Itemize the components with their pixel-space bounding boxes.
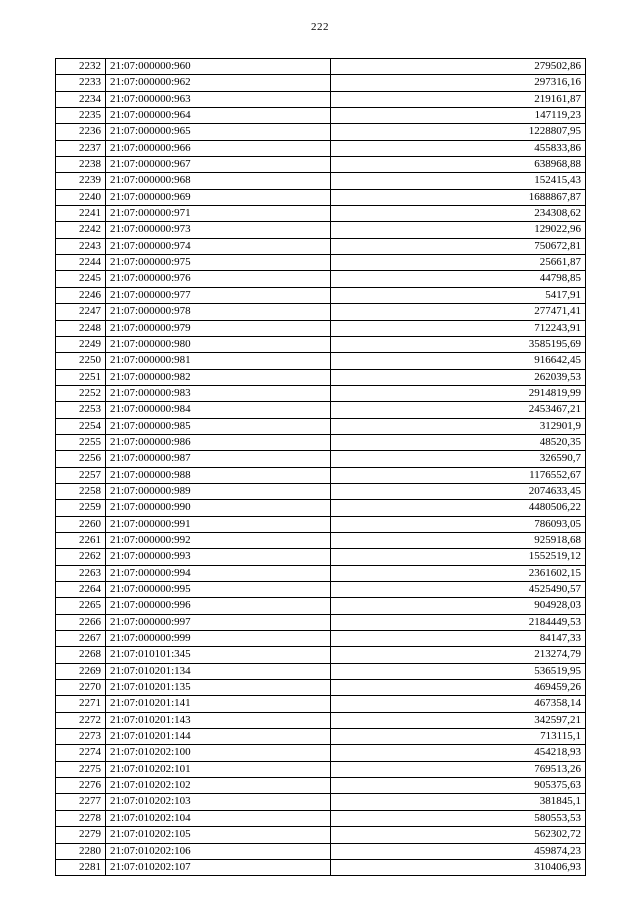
- value-cell: 152415,43: [331, 173, 586, 189]
- row-number-cell: 2266: [56, 614, 106, 630]
- cadastral-code-cell: 21:07:000000:963: [106, 91, 331, 107]
- cadastral-code-cell: 21:07:000000:960: [106, 59, 331, 75]
- page-number: 222: [311, 21, 329, 33]
- value-cell: 219161,87: [331, 91, 586, 107]
- value-cell: 297316,16: [331, 75, 586, 91]
- value-cell: 638968,88: [331, 157, 586, 173]
- table-row: [56, 140, 586, 156]
- row-number-cell: 2281: [56, 859, 106, 875]
- table-row: [56, 647, 586, 663]
- value-cell: 712243,91: [331, 320, 586, 336]
- cadastral-code-cell: 21:07:000000:988: [106, 467, 331, 483]
- row-number-cell: 2251: [56, 369, 106, 385]
- cadastral-code-cell: 21:07:010202:101: [106, 761, 331, 777]
- cadastral-code-cell: 21:07:000000:973: [106, 222, 331, 238]
- cadastral-table: [55, 58, 586, 876]
- table-row: [56, 206, 586, 222]
- table-row: [56, 255, 586, 271]
- row-number-cell: 2249: [56, 336, 106, 352]
- table-row: [56, 91, 586, 107]
- value-cell: 213274,79: [331, 647, 586, 663]
- cadastral-code-cell: 21:07:000000:977: [106, 287, 331, 303]
- table-row: [56, 75, 586, 91]
- value-cell: 5417,91: [331, 287, 586, 303]
- cadastral-code-cell: 21:07:000000:967: [106, 157, 331, 173]
- value-cell: 4525490,57: [331, 582, 586, 598]
- row-number-cell: 2276: [56, 778, 106, 794]
- cadastral-code-cell: 21:07:010202:107: [106, 859, 331, 875]
- row-number-cell: 2246: [56, 287, 106, 303]
- row-number-cell: 2233: [56, 75, 106, 91]
- cadastral-code-cell: 21:07:000000:980: [106, 336, 331, 352]
- row-number-cell: 2265: [56, 598, 106, 614]
- table-body: [56, 59, 586, 876]
- value-cell: 4480506,22: [331, 500, 586, 516]
- table-row: [56, 108, 586, 124]
- table-row: [56, 810, 586, 826]
- table-row: [56, 451, 586, 467]
- table-row: [56, 696, 586, 712]
- table-row: [56, 320, 586, 336]
- cadastral-code-cell: 21:07:000000:991: [106, 516, 331, 532]
- row-number-cell: 2270: [56, 680, 106, 696]
- table-row: [56, 467, 586, 483]
- table-row: [56, 287, 586, 303]
- row-number-cell: 2254: [56, 418, 106, 434]
- cadastral-code-cell: 21:07:000000:965: [106, 124, 331, 140]
- cadastral-code-cell: 21:07:000000:993: [106, 549, 331, 565]
- cadastral-code-cell: 21:07:000000:997: [106, 614, 331, 630]
- table-row: [56, 794, 586, 810]
- cadastral-code-cell: 21:07:000000:982: [106, 369, 331, 385]
- value-cell: 342597,21: [331, 712, 586, 728]
- row-number-cell: 2269: [56, 663, 106, 679]
- row-number-cell: 2277: [56, 794, 106, 810]
- value-cell: 1228807,95: [331, 124, 586, 140]
- value-cell: 326590,7: [331, 451, 586, 467]
- cadastral-code-cell: 21:07:000000:983: [106, 385, 331, 401]
- cadastral-code-cell: 21:07:000000:986: [106, 434, 331, 450]
- table-row: [56, 222, 586, 238]
- row-number-cell: 2280: [56, 843, 106, 859]
- table-row: [56, 336, 586, 352]
- row-number-cell: 2237: [56, 140, 106, 156]
- value-cell: 2453467,21: [331, 402, 586, 418]
- table-row: [56, 500, 586, 516]
- value-cell: 44798,85: [331, 271, 586, 287]
- value-cell: 84147,33: [331, 631, 586, 647]
- row-number-cell: 2274: [56, 745, 106, 761]
- cadastral-code-cell: 21:07:000000:992: [106, 532, 331, 548]
- row-number-cell: 2273: [56, 729, 106, 745]
- value-cell: 279502,86: [331, 59, 586, 75]
- table-row: [56, 631, 586, 647]
- value-cell: 459874,23: [331, 843, 586, 859]
- cadastral-code-cell: 21:07:000000:974: [106, 238, 331, 254]
- table-row: [56, 59, 586, 75]
- row-number-cell: 2260: [56, 516, 106, 532]
- table-row: [56, 418, 586, 434]
- row-number-cell: 2279: [56, 827, 106, 843]
- table-row: [56, 189, 586, 205]
- cadastral-code-cell: 21:07:000000:966: [106, 140, 331, 156]
- cadastral-code-cell: 21:07:000000:984: [106, 402, 331, 418]
- table-row: [56, 598, 586, 614]
- cadastral-code-cell: 21:07:000000:999: [106, 631, 331, 647]
- value-cell: 925918,68: [331, 532, 586, 548]
- value-cell: 312901,9: [331, 418, 586, 434]
- cadastral-code-cell: 21:07:010201:144: [106, 729, 331, 745]
- table-row: [56, 483, 586, 499]
- cadastral-code-cell: 21:07:000000:979: [106, 320, 331, 336]
- value-cell: 536519,95: [331, 663, 586, 679]
- row-number-cell: 2272: [56, 712, 106, 728]
- value-cell: 2184449,53: [331, 614, 586, 630]
- cadastral-code-cell: 21:07:010202:103: [106, 794, 331, 810]
- row-number-cell: 2259: [56, 500, 106, 516]
- value-cell: 381845,1: [331, 794, 586, 810]
- value-cell: 786093,05: [331, 516, 586, 532]
- value-cell: 310406,93: [331, 859, 586, 875]
- cadastral-code-cell: 21:07:000000:990: [106, 500, 331, 516]
- table-row: [56, 745, 586, 761]
- value-cell: 769513,26: [331, 761, 586, 777]
- table-row: [56, 124, 586, 140]
- row-number-cell: 2255: [56, 434, 106, 450]
- row-number-cell: 2258: [56, 483, 106, 499]
- table-row: [56, 353, 586, 369]
- value-cell: 905375,63: [331, 778, 586, 794]
- cadastral-code-cell: 21:07:000000:975: [106, 255, 331, 271]
- value-cell: 2914819,99: [331, 385, 586, 401]
- cadastral-code-cell: 21:07:000000:971: [106, 206, 331, 222]
- value-cell: 262039,53: [331, 369, 586, 385]
- table-row: [56, 516, 586, 532]
- cadastral-code-cell: 21:07:000000:989: [106, 483, 331, 499]
- table-row: [56, 680, 586, 696]
- table-row: [56, 434, 586, 450]
- cadastral-code-cell: 21:07:010202:106: [106, 843, 331, 859]
- row-number-cell: 2242: [56, 222, 106, 238]
- row-number-cell: 2267: [56, 631, 106, 647]
- value-cell: 580553,53: [331, 810, 586, 826]
- value-cell: 2074633,45: [331, 483, 586, 499]
- value-cell: 467358,14: [331, 696, 586, 712]
- table-row: [56, 304, 586, 320]
- cadastral-code-cell: 21:07:000000:964: [106, 108, 331, 124]
- table-row: [56, 827, 586, 843]
- value-cell: 562302,72: [331, 827, 586, 843]
- value-cell: 713115,1: [331, 729, 586, 745]
- value-cell: 904928,03: [331, 598, 586, 614]
- row-number-cell: 2244: [56, 255, 106, 271]
- value-cell: 25661,87: [331, 255, 586, 271]
- value-cell: 48520,35: [331, 434, 586, 450]
- row-number-cell: 2232: [56, 59, 106, 75]
- row-number-cell: 2264: [56, 582, 106, 598]
- table-row: [56, 173, 586, 189]
- table-row: [56, 549, 586, 565]
- table-row: [56, 369, 586, 385]
- row-number-cell: 2250: [56, 353, 106, 369]
- table-row: [56, 843, 586, 859]
- table-row: [56, 532, 586, 548]
- row-number-cell: 2275: [56, 761, 106, 777]
- row-number-cell: 2261: [56, 532, 106, 548]
- row-number-cell: 2271: [56, 696, 106, 712]
- row-number-cell: 2263: [56, 565, 106, 581]
- cadastral-code-cell: 21:07:010201:135: [106, 680, 331, 696]
- row-number-cell: 2240: [56, 189, 106, 205]
- value-cell: 277471,41: [331, 304, 586, 320]
- table-row: [56, 565, 586, 581]
- cadastral-code-cell: 21:07:000000:962: [106, 75, 331, 91]
- table-row: [56, 271, 586, 287]
- value-cell: 129022,96: [331, 222, 586, 238]
- value-cell: 469459,26: [331, 680, 586, 696]
- value-cell: 916642,45: [331, 353, 586, 369]
- row-number-cell: 2235: [56, 108, 106, 124]
- cadastral-code-cell: 21:07:000000:981: [106, 353, 331, 369]
- row-number-cell: 2278: [56, 810, 106, 826]
- cadastral-code-cell: 21:07:000000:995: [106, 582, 331, 598]
- row-number-cell: 2248: [56, 320, 106, 336]
- cadastral-code-cell: 21:07:000000:978: [106, 304, 331, 320]
- table-row: [56, 582, 586, 598]
- cadastral-code-cell: 21:07:000000:996: [106, 598, 331, 614]
- row-number-cell: 2256: [56, 451, 106, 467]
- cadastral-code-cell: 21:07:000000:985: [106, 418, 331, 434]
- cadastral-code-cell: 21:07:010202:104: [106, 810, 331, 826]
- row-number-cell: 2234: [56, 91, 106, 107]
- table-row: [56, 778, 586, 794]
- cadastral-code-cell: 21:07:010201:134: [106, 663, 331, 679]
- cadastral-code-cell: 21:07:000000:976: [106, 271, 331, 287]
- value-cell: 234308,62: [331, 206, 586, 222]
- table-row: [56, 729, 586, 745]
- cadastral-code-cell: 21:07:010201:141: [106, 696, 331, 712]
- table-row: [56, 238, 586, 254]
- cadastral-code-cell: 21:07:010202:102: [106, 778, 331, 794]
- row-number-cell: 2252: [56, 385, 106, 401]
- row-number-cell: 2262: [56, 549, 106, 565]
- table-row: [56, 712, 586, 728]
- value-cell: 455833,86: [331, 140, 586, 156]
- cadastral-code-cell: 21:07:000000:994: [106, 565, 331, 581]
- row-number-cell: 2245: [56, 271, 106, 287]
- value-cell: 3585195,69: [331, 336, 586, 352]
- cadastral-code-cell: 21:07:000000:969: [106, 189, 331, 205]
- table-row: [56, 157, 586, 173]
- cadastral-code-cell: 21:07:010201:143: [106, 712, 331, 728]
- row-number-cell: 2247: [56, 304, 106, 320]
- row-number-cell: 2257: [56, 467, 106, 483]
- row-number-cell: 2239: [56, 173, 106, 189]
- value-cell: 750672,81: [331, 238, 586, 254]
- row-number-cell: 2253: [56, 402, 106, 418]
- table-row: [56, 761, 586, 777]
- value-cell: 2361602,15: [331, 565, 586, 581]
- cadastral-code-cell: 21:07:010101:345: [106, 647, 331, 663]
- table-row: [56, 859, 586, 875]
- table-row: [56, 402, 586, 418]
- row-number-cell: 2241: [56, 206, 106, 222]
- cadastral-code-cell: 21:07:000000:987: [106, 451, 331, 467]
- table-row: [56, 614, 586, 630]
- row-number-cell: 2243: [56, 238, 106, 254]
- cadastral-code-cell: 21:07:000000:968: [106, 173, 331, 189]
- table-row: [56, 663, 586, 679]
- value-cell: 1688867,87: [331, 189, 586, 205]
- value-cell: 1552519,12: [331, 549, 586, 565]
- row-number-cell: 2236: [56, 124, 106, 140]
- row-number-cell: 2268: [56, 647, 106, 663]
- cadastral-code-cell: 21:07:010202:100: [106, 745, 331, 761]
- value-cell: 1176552,67: [331, 467, 586, 483]
- value-cell: 147119,23: [331, 108, 586, 124]
- cadastral-code-cell: 21:07:010202:105: [106, 827, 331, 843]
- row-number-cell: 2238: [56, 157, 106, 173]
- table-row: [56, 385, 586, 401]
- value-cell: 454218,93: [331, 745, 586, 761]
